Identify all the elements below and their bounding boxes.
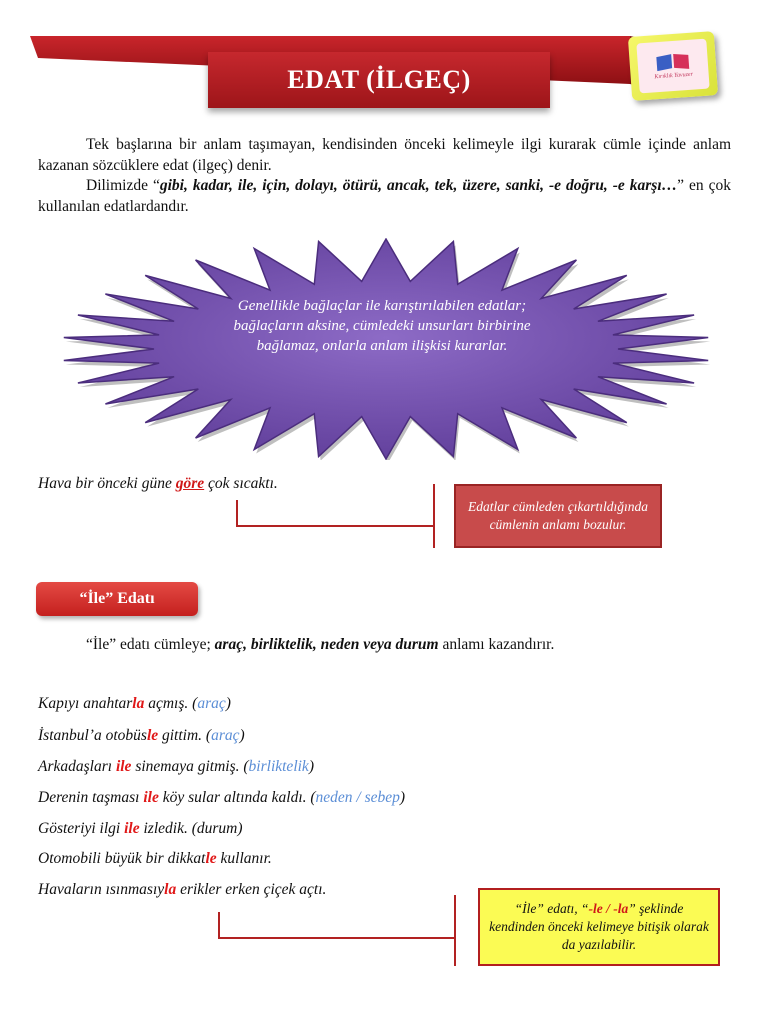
intro-tail: ” en çok kullanılan edatlardandır. [38, 177, 731, 215]
example-meaning: araç [211, 727, 240, 744]
edat-list: gibi, kadar, ile, için, dolayı, ötürü, ancak, tek, üzere, sanki, -e doğru, -e karşı… [159, 177, 678, 194]
example-pre: Gösteriyi ilgi [38, 820, 125, 837]
intro-lead: Dilimizde “ [86, 177, 160, 194]
example-after: çok sıcaktı. [204, 475, 278, 492]
example-suffix: le [146, 727, 159, 744]
note-2-post: ” şeklinde kendinden önceki kelimeye bitişik olarak da yazılabilir. [489, 901, 709, 952]
intro-text-1: Tek başlarına bir anlam taşımayan, kendisinden önceki kelimeyle ilgi kurarak cümle içinde anlam kazanan sözcüklere edat (ilgeç) denir. [38, 136, 731, 174]
section-desc-tail: anlamı kazandırır. [438, 636, 555, 653]
section-description [38, 634, 731, 655]
example-meaning: neden / sebep [315, 789, 400, 806]
example-meaning: (durum) [191, 820, 243, 837]
example-suffix: ile [115, 758, 132, 775]
example-post: kullanır. [216, 850, 272, 867]
example-pre: Havaların ısınmasıy [38, 881, 165, 898]
example-meaning: birliktelik [248, 758, 309, 775]
section-label-ile: “İle” Edatı [36, 582, 198, 616]
example-meaning: araç [197, 695, 226, 712]
example-row [38, 758, 314, 776]
page-title: EDAT (İLGEÇ) [208, 52, 550, 108]
section-desc-bold: araç, birliktelik, neden veya durum [214, 636, 439, 653]
note-2-suffix: -le / -la [588, 901, 629, 916]
note-box-2 [478, 888, 720, 966]
example-row [38, 881, 326, 899]
note-1-text: Edatlar cümleden çıkartıldığında cümlenin anlamı bozulur. [468, 499, 648, 532]
logo-caption: Kırıklık Yavuzer [654, 71, 694, 81]
example-post: erikler erken çiçek açtı. [176, 881, 327, 898]
example-before: Hava bir önceki güne [38, 475, 176, 492]
example-suffix: ile [143, 789, 159, 806]
example-pre: İstanbul’a otobüs [38, 727, 147, 744]
example-post: izledik. [139, 820, 192, 837]
note-2-pre: “İle” edatı, “ [514, 901, 589, 916]
example-row [38, 820, 243, 838]
example-close: ) [308, 758, 314, 775]
example-post: gittim. ( [158, 727, 212, 744]
example-close: ) [399, 789, 406, 806]
example-suffix: ile [124, 820, 140, 837]
starburst-text: Genellikle bağlaçlar ile karıştırılabilen edatlar; bağlaçların aksine, cümledeki unsurları birbirine bağlamaz, onlarla anlam ilişkisi kurarlar. [233, 298, 531, 354]
example-post: açmış. ( [144, 695, 198, 712]
example-suffix: le [205, 850, 217, 867]
example-close: ) [239, 727, 245, 744]
example-close: ) [225, 695, 231, 712]
example-pre: Kapıyı anahtar [38, 695, 133, 712]
section-desc-lead: “İle” edatı cümleye; [86, 636, 215, 653]
example-highlight: göre [175, 475, 205, 492]
example-post: sinemaya gitmiş. ( [131, 758, 249, 775]
example-row [38, 695, 231, 713]
example-row [38, 850, 272, 868]
example-pre: Arkadaşları [38, 758, 116, 775]
example-suffix: la [132, 695, 145, 712]
example-row [38, 727, 245, 745]
example-post: köy sular altında kaldı. ( [158, 789, 316, 806]
example-suffix: la [164, 881, 177, 898]
example-pre: Derenin taşması [38, 789, 144, 806]
example-pre: Otomobili büyük bir dikkat [38, 850, 206, 867]
example-row [38, 789, 405, 807]
